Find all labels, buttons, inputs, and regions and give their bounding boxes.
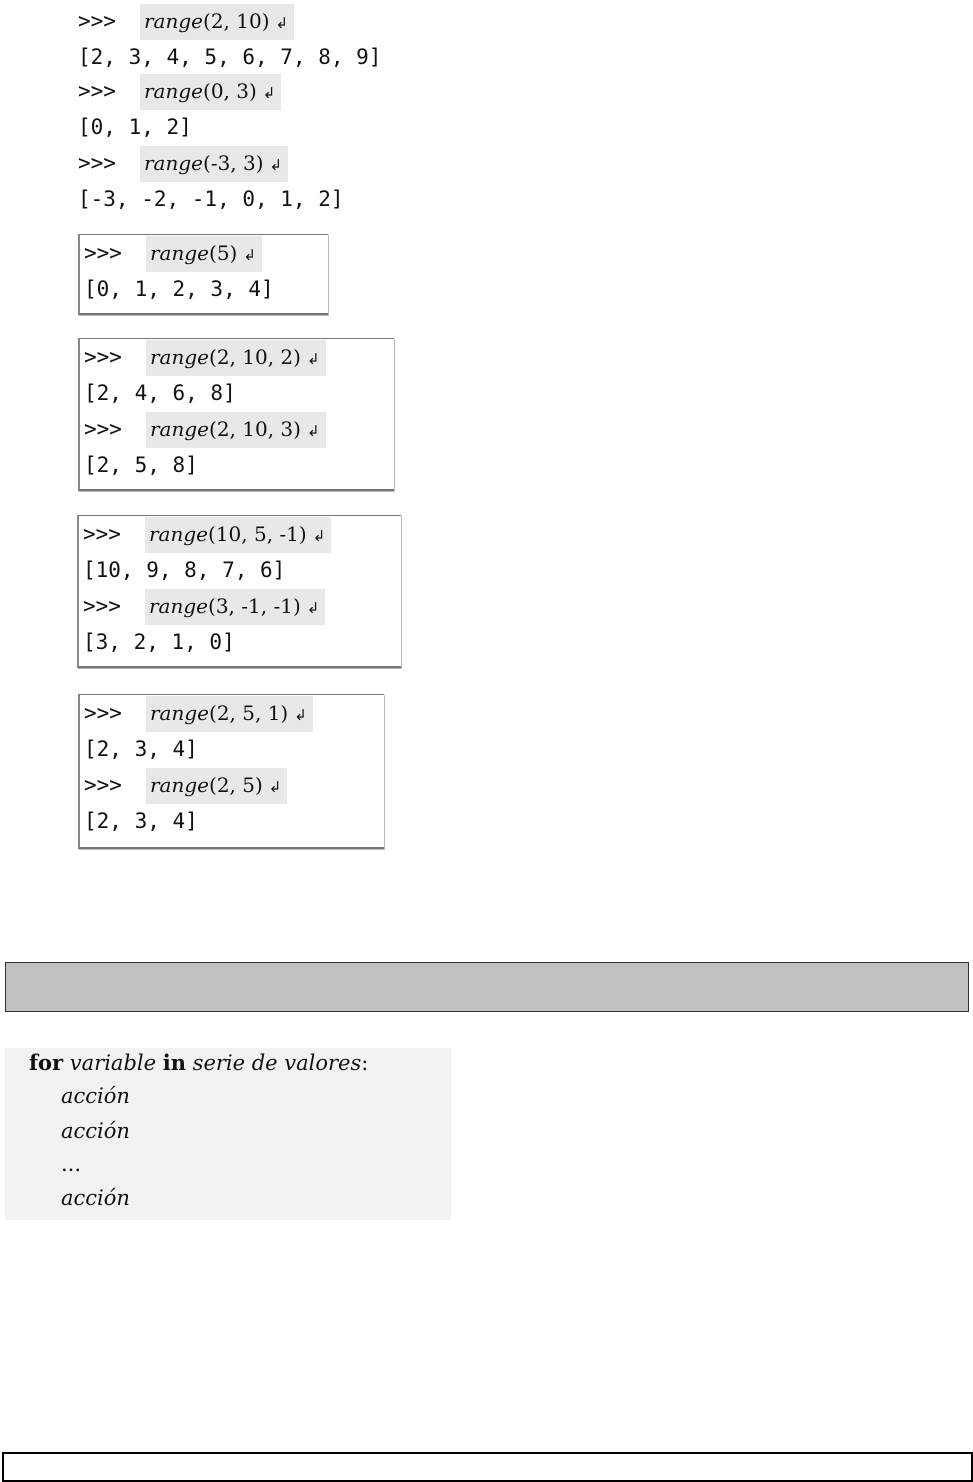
return-key-icon: ↲ [262, 84, 276, 102]
footer-box [2, 1452, 973, 1482]
function-args: (2, 5, 1) [209, 701, 289, 725]
return-key-icon: ↲ [306, 350, 320, 368]
range-call [146, 236, 262, 272]
return-key-icon: ↲ [243, 246, 256, 264]
return-key-icon: ↲ [269, 156, 283, 174]
prompt: >>> [84, 345, 122, 369]
prompt: >>> [84, 773, 122, 797]
function-args: (2, 5) [209, 773, 263, 797]
for-header-line [29, 1050, 368, 1075]
command-line [80, 695, 384, 731]
keyword-in: in [162, 1050, 186, 1075]
command-line [78, 74, 281, 108]
for-syntax-box [5, 1048, 451, 1220]
output-line: [0, 1, 2, 3, 4] [84, 277, 274, 301]
output-line: [2, 4, 6, 8] [84, 381, 236, 405]
function-args: (10, 5, -1) [208, 522, 307, 546]
prompt: >>> [83, 522, 121, 546]
action-line: acción [61, 1186, 130, 1210]
function-name: range [150, 241, 210, 265]
example-box-2 [78, 338, 394, 491]
output-line: [3, 2, 1, 0] [83, 630, 235, 654]
return-key-icon: ↲ [294, 706, 307, 724]
prompt: >>> [84, 417, 122, 441]
prompt: >>> [84, 701, 122, 725]
function-name: range [144, 79, 204, 103]
prompt: >>> [78, 79, 116, 103]
command-line [80, 767, 384, 803]
function-name: range [150, 417, 210, 441]
return-key-icon: ↲ [268, 778, 282, 796]
output-line: [2, 5, 8] [84, 453, 198, 477]
return-key-icon: ↲ [275, 14, 289, 32]
section-header-bar [5, 962, 969, 1012]
range-call [146, 768, 287, 804]
range-call [140, 4, 294, 40]
range-call [146, 340, 326, 376]
output-line: [10, 9, 8, 7, 6] [83, 558, 286, 582]
function-name: range [144, 151, 204, 175]
output-line: [0, 1, 2] [78, 115, 192, 139]
function-name: range [149, 522, 209, 546]
action-line: acción [61, 1119, 130, 1143]
series-of-values: serie de valores [192, 1051, 362, 1075]
function-args: (2, 10, 3) [209, 417, 301, 441]
range-call [140, 74, 281, 110]
function-name: range [150, 345, 210, 369]
command-line [80, 235, 328, 271]
action-line: acción [61, 1084, 130, 1108]
function-args: (0, 3) [203, 79, 257, 103]
function-args: (3, -1, -1) [208, 594, 301, 618]
keyword-for: for [29, 1050, 64, 1075]
example-box-4 [78, 694, 384, 849]
prompt: >>> [78, 151, 116, 175]
function-name: range [144, 9, 204, 33]
output-line: [-3, -2, -1, 0, 1, 2] [78, 187, 344, 211]
command-line [80, 339, 394, 375]
function-name: range [149, 594, 209, 618]
colon: : [361, 1051, 369, 1075]
output-line: [2, 3, 4] [84, 809, 198, 833]
example-box-1 [78, 234, 328, 315]
return-key-icon: ↲ [306, 599, 320, 617]
ellipsis-line: ... [61, 1152, 82, 1176]
function-args: (-3, 3) [203, 151, 264, 175]
range-call [145, 517, 331, 553]
return-key-icon: ↲ [306, 422, 320, 440]
return-key-icon: ↲ [312, 527, 326, 545]
function-args: (2, 10, 2) [209, 345, 301, 369]
command-line [80, 411, 394, 447]
function-name: range [150, 701, 210, 725]
prompt: >>> [84, 241, 122, 265]
output-line: [2, 3, 4, 5, 6, 7, 8, 9] [78, 45, 382, 69]
command-line [78, 4, 294, 38]
command-line [79, 588, 401, 624]
prompt: >>> [78, 9, 116, 33]
range-call [146, 696, 313, 732]
command-line [79, 516, 401, 552]
example-box-3 [77, 515, 401, 668]
range-call [146, 412, 326, 448]
prompt: >>> [83, 594, 121, 618]
output-line: [2, 3, 4] [84, 737, 198, 761]
function-name: range [150, 773, 210, 797]
range-call [145, 589, 325, 625]
function-args: (5) [209, 241, 238, 265]
range-call [140, 146, 288, 182]
command-line [78, 146, 288, 180]
loop-variable: variable [69, 1051, 157, 1075]
function-args: (2, 10) [203, 9, 270, 33]
